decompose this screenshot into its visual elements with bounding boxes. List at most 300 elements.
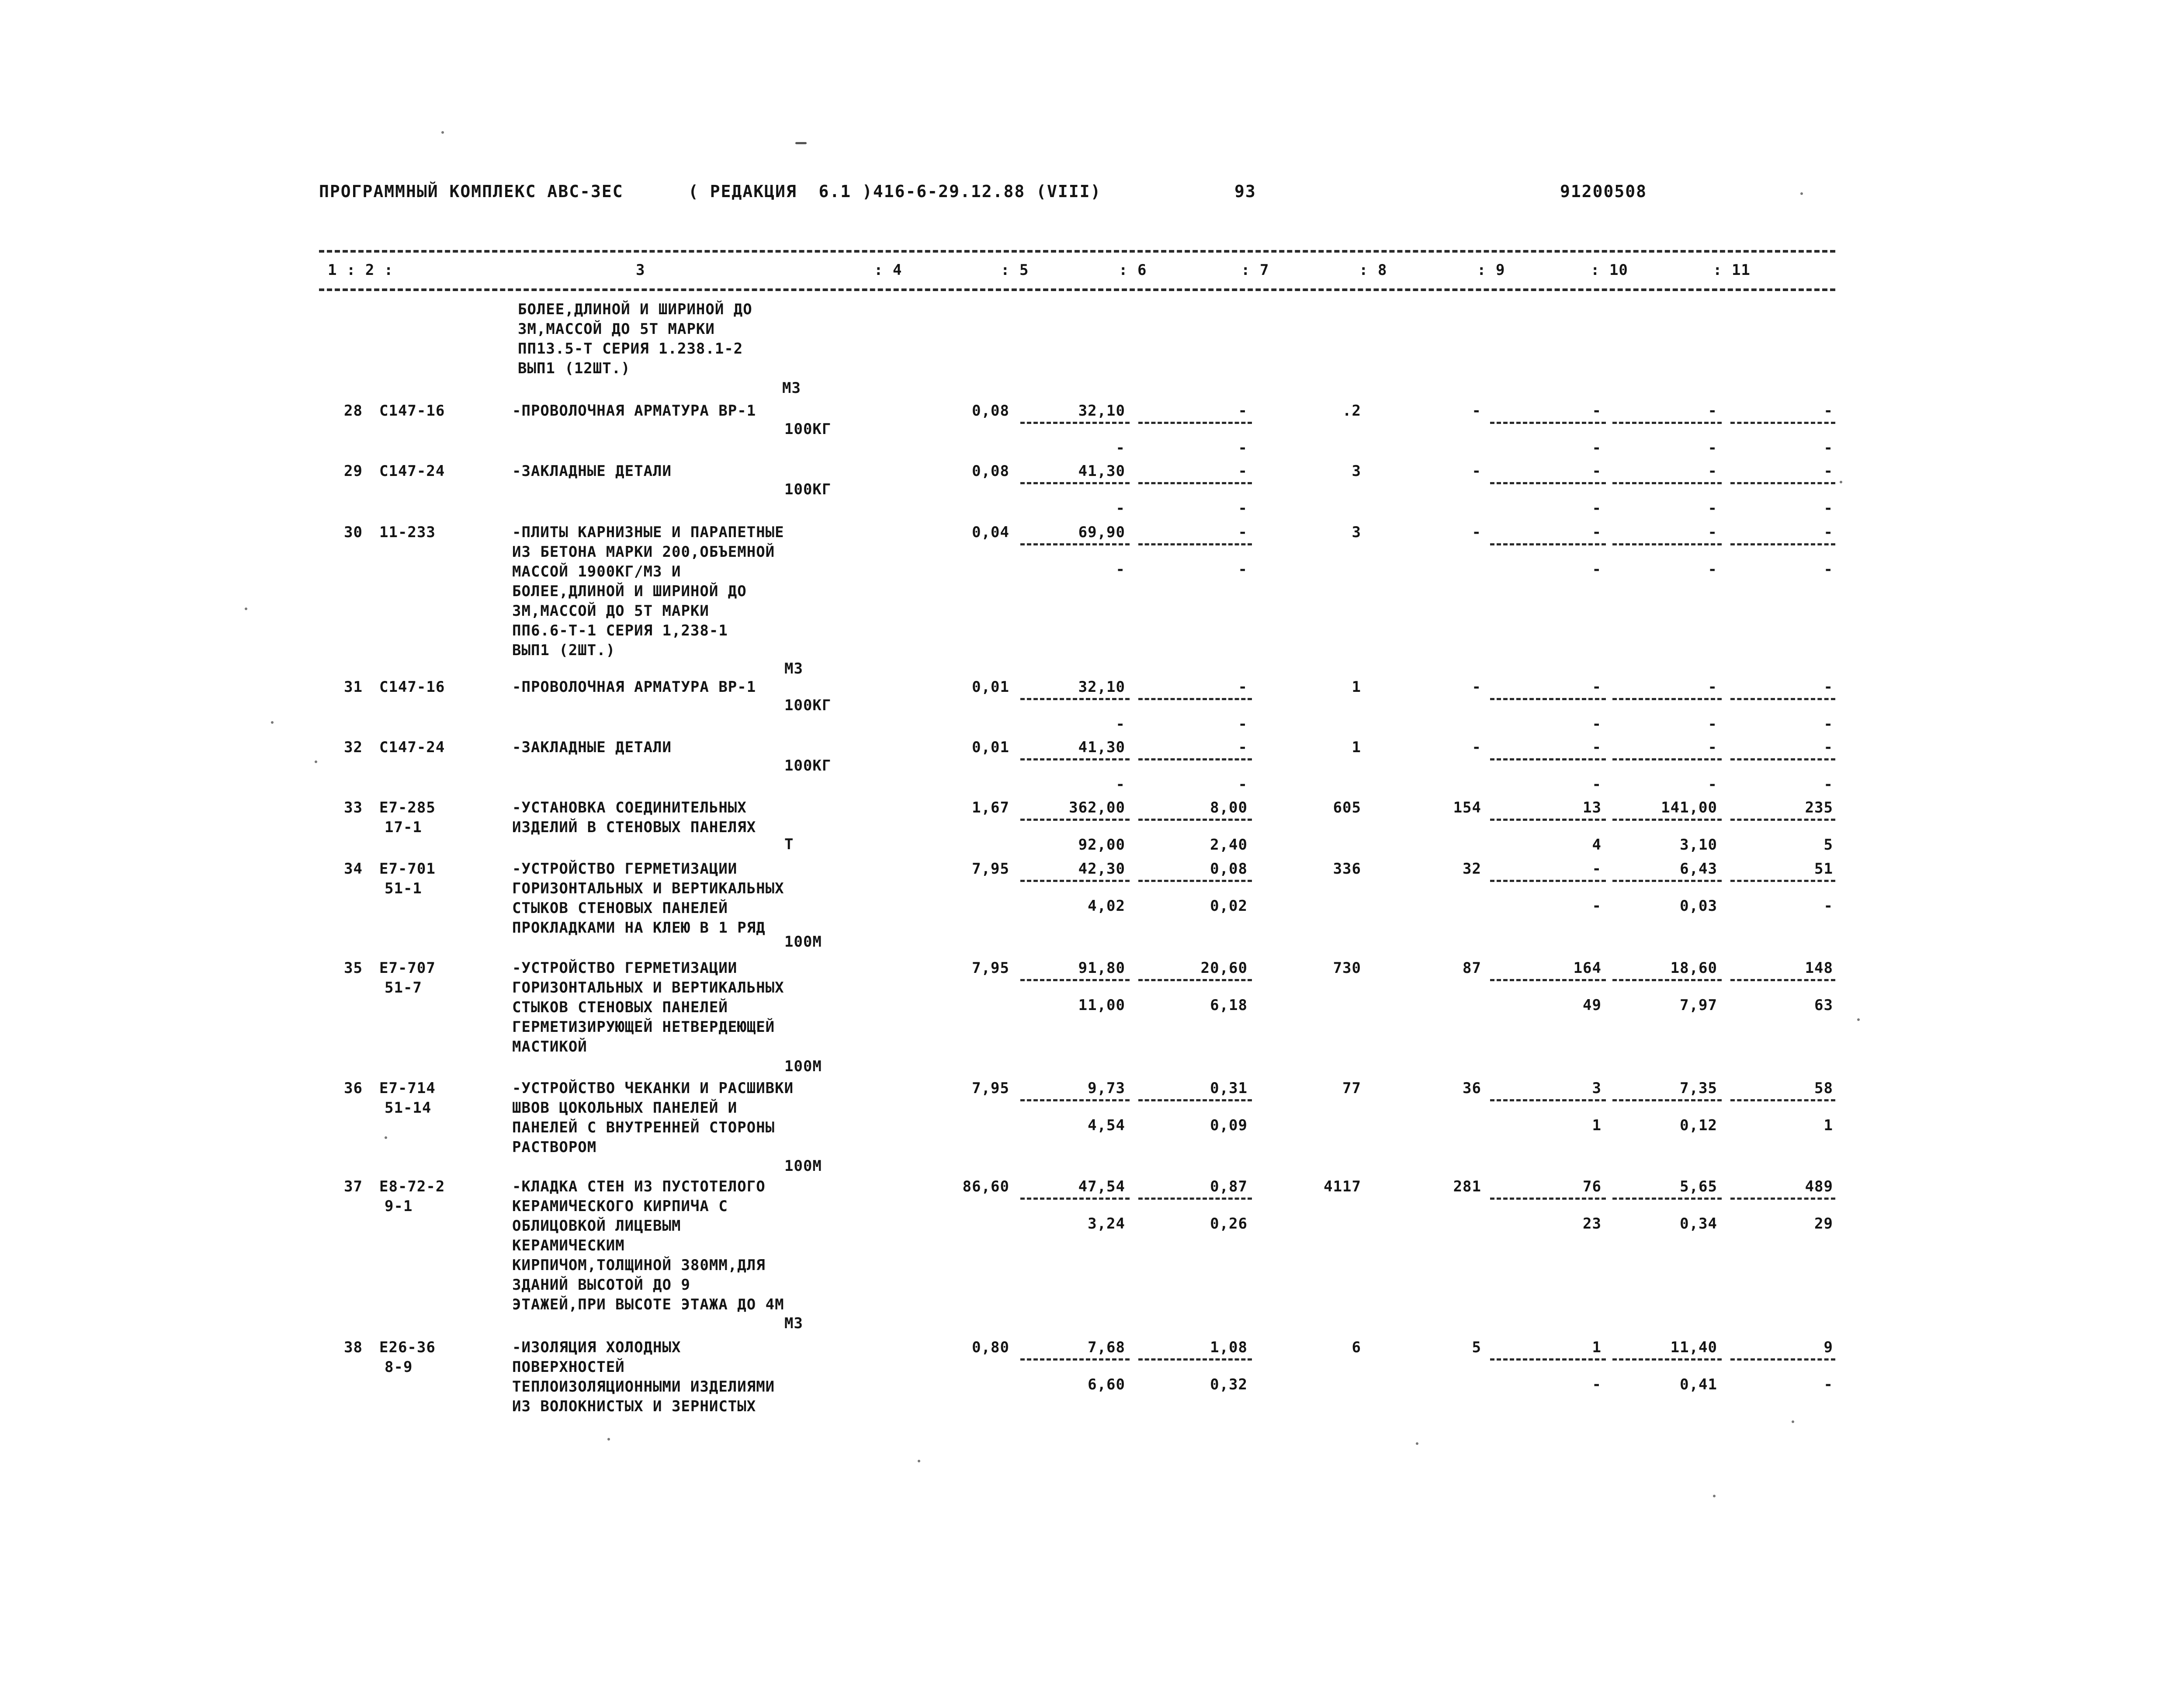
cell-col-5: 69,90 [1078, 524, 1125, 541]
cell-col-5: 41,30 [1078, 739, 1125, 756]
row-description-line: -ПЛИТЫ КАРНИЗНЫЕ И ПАРАПЕТНЫЕ [512, 524, 784, 541]
row-description-line: -УСТРОЙСТВО ГЕРМЕТИЗАЦИИ [512, 860, 738, 878]
scan-speck [1800, 192, 1803, 195]
cell-col-10-lower: - [1708, 500, 1717, 517]
cell-separator [1612, 979, 1722, 981]
cell-col-6: - [1238, 462, 1248, 480]
cell-separator [1020, 880, 1130, 882]
cell-separator [1138, 1198, 1252, 1200]
cell-col-7: 336 [1333, 860, 1361, 878]
cell-separator [1612, 1099, 1722, 1101]
cell-col-4: 7,95 [972, 959, 1009, 977]
row-unit: 100М [784, 1157, 822, 1175]
cell-separator [1020, 1198, 1130, 1200]
row-code: Е7-707 [379, 959, 436, 977]
row-description-line: -КЛАДКА СТЕН ИЗ ПУСТОТЕЛОГО [512, 1178, 766, 1195]
row-unit: 100М [784, 1058, 822, 1075]
cell-col-8: - [1472, 678, 1481, 696]
cell-separator [1020, 543, 1130, 545]
cell-col-6-lower: 0,02 [1210, 897, 1248, 915]
cell-col-9-lower: - [1592, 561, 1602, 578]
table-header-rule [319, 288, 1835, 291]
scan-speck [1857, 1018, 1860, 1021]
cell-col-9-lower: - [1592, 897, 1602, 915]
cell-separator [1138, 758, 1252, 760]
row-code: Е26-36 [379, 1339, 436, 1356]
row-code: С147-16 [379, 402, 445, 420]
cell-col-5: 41,30 [1078, 462, 1125, 480]
cell-separator [1730, 1198, 1835, 1200]
row-description-line: ВЫП1 (2ШТ.) [512, 642, 616, 659]
col-header-4: : 4 [874, 261, 902, 279]
scan-speck [315, 760, 317, 763]
cell-col-10-lower: 7,97 [1680, 996, 1717, 1014]
row-description-line: ОБЛИЦОВКОЙ ЛИЦЕВЫМ [512, 1217, 681, 1235]
cell-separator [1612, 482, 1722, 484]
cell-col-6: 20,60 [1200, 959, 1248, 977]
cell-separator [1490, 1358, 1606, 1361]
cell-col-8: 281 [1453, 1178, 1481, 1195]
row-description-line: МАСТИКОЙ [512, 1038, 587, 1055]
cell-col-7: 1 [1352, 739, 1361, 756]
scan-speck [607, 1438, 610, 1441]
row-description-line: ИЗДЕЛИЙ В СТЕНОВЫХ ПАНЕЛЯХ [512, 819, 756, 836]
cell-col-6-lower: 0,32 [1210, 1376, 1248, 1393]
cell-col-10: 6,43 [1680, 860, 1717, 878]
cell-col-10: - [1708, 402, 1717, 420]
cell-col-6-lower: 0,09 [1210, 1117, 1248, 1134]
cell-col-10-lower: - [1708, 715, 1717, 733]
row-description-line: ЭТАЖЕЙ,ПРИ ВЫСОТЕ ЭТАЖА ДО 4М [512, 1296, 784, 1313]
cell-col-9: 3 [1592, 1080, 1602, 1097]
row-description-line: КЕРАМИЧЕСКОГО КИРПИЧА С [512, 1198, 728, 1215]
col-header-9: : 9 [1477, 261, 1505, 279]
cell-col-5-lower: 6,60 [1088, 1376, 1125, 1393]
cell-col-5: 91,80 [1078, 959, 1125, 977]
row-description-line: БОЛЕЕ,ДЛИНОЙ И ШИРИНОЙ ДО [512, 583, 747, 600]
row-code: 11-233 [379, 524, 436, 541]
cell-col-9-lower: 4 [1592, 836, 1602, 854]
row-code: С147-24 [379, 739, 445, 756]
cell-col-5: 9,73 [1088, 1080, 1125, 1097]
row-number: 37 [344, 1178, 363, 1195]
cell-col-5-lower: - [1116, 776, 1125, 793]
cell-col-9: 76 [1583, 1178, 1602, 1195]
scan-speck [1713, 1495, 1716, 1497]
cell-col-5-lower: 11,00 [1078, 996, 1125, 1014]
cell-col-6: - [1238, 524, 1248, 541]
cell-col-8: - [1472, 524, 1481, 541]
document-code: 91200508 [1560, 182, 1647, 201]
cell-col-5: 47,54 [1078, 1178, 1125, 1195]
row-unit: 100КГ [784, 697, 832, 714]
col-header-5: : 5 [1001, 261, 1029, 279]
cell-col-7: 77 [1342, 1080, 1361, 1097]
row-description-line: ИЗ ВОЛОКНИСТЫХ И ЗЕРНИСТЫХ [512, 1398, 756, 1415]
cell-col-5-lower: 92,00 [1078, 836, 1125, 854]
scan-speck [918, 1460, 920, 1462]
col-header-11: : 11 [1713, 261, 1751, 279]
cell-col-11-lower: - [1823, 561, 1833, 578]
row-unit: М3 [784, 1315, 803, 1332]
row-description-line: ТЕПЛОИЗОЛЯЦИОННЫМИ ИЗДЕЛИЯМИ [512, 1378, 775, 1396]
cell-separator [1612, 1358, 1722, 1361]
cell-col-5-lower: - [1116, 561, 1125, 578]
cell-col-11: 235 [1805, 799, 1833, 816]
row-description-line: ГЕРМЕТИЗИРУЮЩЕЙ НЕТВЕРДЕЮЩЕЙ [512, 1018, 775, 1036]
row-code: Е8-72-2 [379, 1178, 445, 1195]
cell-separator [1612, 543, 1722, 545]
cell-col-6: 0,08 [1210, 860, 1248, 878]
scan-speck [271, 721, 274, 724]
row-description-line: -ПРОВОЛОЧНАЯ АРМАТУРА ВР-1 [512, 402, 756, 420]
cell-col-8: 154 [1453, 799, 1481, 816]
cell-col-6-lower: 0,26 [1210, 1215, 1248, 1232]
cell-col-8: - [1472, 402, 1481, 420]
cell-col-7: 3 [1352, 462, 1361, 480]
cell-separator [1138, 543, 1252, 545]
cell-col-7: 4117 [1324, 1178, 1361, 1195]
cell-col-6: 1,08 [1210, 1339, 1248, 1356]
cell-separator [1490, 1198, 1606, 1200]
row-description-line: -ПРОВОЛОЧНАЯ АРМАТУРА ВР-1 [512, 678, 756, 696]
row-code: С147-16 [379, 678, 445, 696]
cell-col-8: 32 [1463, 860, 1481, 878]
cell-separator [1612, 758, 1722, 760]
cell-separator [1138, 1099, 1252, 1101]
row-number: 35 [344, 959, 363, 977]
row-description-line: МАССОЙ 1900КГ/М3 И [512, 563, 681, 580]
cell-col-8: 87 [1463, 959, 1481, 977]
cell-separator [1138, 422, 1252, 424]
cell-col-9-lower: 1 [1592, 1117, 1602, 1134]
cell-separator [1730, 1358, 1835, 1361]
cell-col-5-lower: - [1116, 439, 1125, 457]
cell-col-8: - [1472, 739, 1481, 756]
cell-col-6: - [1238, 678, 1248, 696]
row-code-secondary: 8-9 [385, 1358, 413, 1376]
cell-col-10-lower: - [1708, 776, 1717, 793]
cell-col-10: - [1708, 678, 1717, 696]
cell-separator [1020, 482, 1130, 484]
cell-col-10-lower: 0,34 [1680, 1215, 1717, 1232]
row-number: 36 [344, 1080, 363, 1097]
cell-col-11-lower: - [1823, 1376, 1833, 1393]
program-title: ПРОГРАММНЫЙ КОМПЛЕКС АВС-ЗЕС [319, 182, 624, 201]
cell-col-10-lower: 0,03 [1680, 897, 1717, 915]
cell-separator [1730, 543, 1835, 545]
cell-col-7: 730 [1333, 959, 1361, 977]
row-description-line: -УСТАНОВКА СОЕДИНИТЕЛЬНЫХ [512, 799, 747, 816]
cell-col-6-lower: 6,18 [1210, 996, 1248, 1014]
cell-separator [1020, 1358, 1130, 1361]
row-description-line: СТЫКОВ СТЕНОВЫХ ПАНЕЛЕЙ [512, 899, 728, 917]
cell-col-4: 0,80 [972, 1339, 1009, 1356]
cell-col-7: 605 [1333, 799, 1361, 816]
cell-separator [1730, 422, 1835, 424]
cell-col-4: 1,67 [972, 799, 1009, 816]
cell-col-4: 7,95 [972, 860, 1009, 878]
cell-col-4: 86,60 [962, 1178, 1009, 1195]
cell-col-11-lower: 63 [1814, 996, 1833, 1014]
cell-col-9: - [1592, 860, 1602, 878]
cell-separator [1730, 979, 1835, 981]
cell-col-9: 164 [1573, 959, 1602, 977]
cell-separator [1138, 698, 1252, 700]
cell-col-9: 1 [1592, 1339, 1602, 1356]
cell-col-11: 148 [1805, 959, 1833, 977]
cell-separator [1138, 1358, 1252, 1361]
cell-separator [1730, 1099, 1835, 1101]
cell-col-4: 0,04 [972, 524, 1009, 541]
row-code: С147-24 [379, 462, 445, 480]
cell-separator [1730, 819, 1835, 821]
cell-separator [1490, 543, 1606, 545]
scan-speck [385, 1136, 387, 1139]
cell-col-9: - [1592, 462, 1602, 480]
cell-col-11-lower: - [1823, 776, 1833, 793]
cell-separator [1612, 880, 1722, 882]
cell-col-11-lower: - [1823, 500, 1833, 517]
row-number: 33 [344, 799, 363, 816]
cell-col-11: - [1823, 402, 1833, 420]
cell-col-10: 7,35 [1680, 1080, 1717, 1097]
cell-col-10-lower: - [1708, 561, 1717, 578]
cell-col-4: 0,08 [972, 462, 1009, 480]
row-description-line: КЕРАМИЧЕСКИМ [512, 1237, 625, 1254]
cell-col-11-lower: 29 [1814, 1215, 1833, 1232]
row-code-secondary: 51-1 [385, 880, 422, 897]
cell-col-4: 7,95 [972, 1080, 1009, 1097]
cell-col-7: 1 [1352, 678, 1361, 696]
cell-col-5: 32,10 [1078, 402, 1125, 420]
row-description-line: ПОВЕРХНОСТЕЙ [512, 1358, 625, 1376]
row-number: 38 [344, 1339, 363, 1356]
cell-col-5: 7,68 [1088, 1339, 1125, 1356]
row-code-secondary: 9-1 [385, 1198, 413, 1215]
cell-separator [1020, 819, 1130, 821]
cell-col-6-lower: - [1238, 776, 1248, 793]
row-code: Е7-701 [379, 860, 436, 878]
row-number: 30 [344, 524, 363, 541]
cell-col-8: - [1472, 462, 1481, 480]
cell-col-11-lower: - [1823, 439, 1833, 457]
col-header-7: : 7 [1241, 261, 1269, 279]
continuation-line: ПП13.5-Т СЕРИЯ 1.238.1-2 [518, 340, 743, 358]
col-header-10: : 10 [1591, 261, 1628, 279]
cell-separator [1020, 979, 1130, 981]
cell-col-10-lower: 0,12 [1680, 1117, 1717, 1134]
row-description-line: -ЗАКЛАДНЫЕ ДЕТАЛИ [512, 462, 672, 480]
cell-col-11: - [1823, 678, 1833, 696]
cell-col-6-lower: - [1238, 439, 1248, 457]
row-description-line: -ИЗОЛЯЦИЯ ХОЛОДНЫХ [512, 1339, 681, 1356]
row-code: Е7-285 [379, 799, 436, 816]
cell-col-9-lower: - [1592, 715, 1602, 733]
cell-separator [1020, 1099, 1130, 1101]
cell-col-11-lower: - [1823, 715, 1833, 733]
continuation-unit: М3 [782, 379, 801, 397]
cell-col-10: 141,00 [1661, 799, 1717, 816]
cell-separator [1490, 758, 1606, 760]
scan-speck [245, 608, 247, 610]
col-header-1-2: 1 : 2 : [328, 261, 394, 279]
cell-col-6: 0,87 [1210, 1178, 1248, 1195]
cell-col-11: - [1823, 739, 1833, 756]
row-description-line: ПРОКЛАДКАМИ НА КЛЕЮ В 1 РЯД [512, 919, 766, 937]
cell-separator [1730, 880, 1835, 882]
cell-col-6-lower: - [1238, 500, 1248, 517]
cell-separator [1138, 482, 1252, 484]
cell-col-10: - [1708, 524, 1717, 541]
row-unit: Т [784, 836, 794, 853]
cell-col-8: 36 [1463, 1080, 1481, 1097]
cell-col-7: .2 [1342, 402, 1361, 420]
cell-col-4: 0,01 [972, 739, 1009, 756]
cell-col-9-lower: - [1592, 439, 1602, 457]
row-unit: 100М [784, 933, 822, 951]
row-description-line: ШВОВ ЦОКОЛЬНЫХ ПАНЕЛЕЙ И [512, 1099, 738, 1117]
continuation-line: ЗМ,МАССОЙ ДО 5Т МАРКИ [518, 320, 715, 338]
cell-col-11: 51 [1814, 860, 1833, 878]
row-number: 32 [344, 739, 363, 756]
cell-col-10: - [1708, 462, 1717, 480]
cell-col-11: 489 [1805, 1178, 1833, 1195]
cell-col-7: 6 [1352, 1339, 1361, 1356]
row-number: 28 [344, 402, 363, 420]
row-code-secondary: 51-14 [385, 1099, 432, 1117]
page-number: 93 [1234, 182, 1256, 201]
cell-separator [1020, 758, 1130, 760]
cell-col-5: 32,10 [1078, 678, 1125, 696]
row-code-secondary: 51-7 [385, 979, 422, 996]
cell-col-6-lower: 2,40 [1210, 836, 1248, 854]
cell-separator [1490, 698, 1606, 700]
scan-speck [1792, 1420, 1794, 1423]
cell-separator [1730, 698, 1835, 700]
continuation-line: ВЫП1 (12ШТ.) [518, 360, 631, 377]
cell-col-5-lower: - [1116, 500, 1125, 517]
cell-col-6: - [1238, 739, 1248, 756]
cell-col-11: 9 [1823, 1339, 1833, 1356]
cell-col-11-lower: - [1823, 897, 1833, 915]
cell-col-4: 0,01 [972, 678, 1009, 696]
cell-col-10-lower: - [1708, 439, 1717, 457]
cell-col-4: 0,08 [972, 402, 1009, 420]
cell-col-5-lower: 3,24 [1088, 1215, 1125, 1232]
row-description-line: ГОРИЗОНТАЛЬНЫХ И ВЕРТИКАЛЬНЫХ [512, 880, 784, 897]
cell-separator [1490, 1099, 1606, 1101]
scan-speck [1416, 1442, 1418, 1445]
cell-separator [1138, 880, 1252, 882]
row-description-line: ЗДАНИЙ ВЫСОТОЙ ДО 9 [512, 1276, 690, 1294]
cell-separator [1020, 698, 1130, 700]
scan-speck [1840, 481, 1842, 483]
cell-col-9: - [1592, 739, 1602, 756]
cell-col-6: 8,00 [1210, 799, 1248, 816]
cell-separator [1730, 758, 1835, 760]
row-code: Е7-714 [379, 1080, 436, 1097]
edition-info: ( РЕДАКЦИЯ 6.1 )416-6-29.12.88 (VIII) [688, 182, 1102, 201]
cell-separator [1490, 880, 1606, 882]
row-description-line: СТЫКОВ СТЕНОВЫХ ПАНЕЛЕЙ [512, 999, 728, 1016]
cell-separator [1138, 979, 1252, 981]
cell-separator [1490, 979, 1606, 981]
row-description-line: КИРПИЧОМ,ТОЛЩИНОЙ 380ММ,ДЛЯ [512, 1257, 766, 1274]
cell-col-6-lower: - [1238, 561, 1248, 578]
row-description-line: РАСТВОРОМ [512, 1139, 597, 1156]
cell-col-8: 5 [1472, 1339, 1481, 1356]
cell-col-11-lower: 1 [1823, 1117, 1833, 1134]
table-top-rule [319, 250, 1835, 253]
row-description-line: ИЗ БЕТОНА МАРКИ 200,ОБЪЕМНОЙ [512, 543, 775, 561]
cell-col-6: 0,31 [1210, 1080, 1248, 1097]
cell-col-9-lower: 23 [1583, 1215, 1602, 1232]
scan-speck [795, 142, 807, 144]
cell-col-11: - [1823, 462, 1833, 480]
row-description-line: ПП6.6-Т-1 СЕРИЯ 1,238-1 [512, 622, 728, 639]
cell-separator [1612, 422, 1722, 424]
cell-col-10: 18,60 [1670, 959, 1717, 977]
cell-separator [1490, 422, 1606, 424]
row-number: 31 [344, 678, 363, 696]
cell-col-10: 5,65 [1680, 1178, 1717, 1195]
cell-col-9: 13 [1583, 799, 1602, 816]
cell-col-9: - [1592, 678, 1602, 696]
row-description-line: -УСТРОЙСТВО ГЕРМЕТИЗАЦИИ [512, 959, 738, 977]
row-unit: 100КГ [784, 481, 832, 498]
cell-separator [1730, 482, 1835, 484]
row-description-line: ПАНЕЛЕЙ С ВНУТРЕННЕЙ СТОРОНЫ [512, 1119, 775, 1136]
cell-col-9-lower: - [1592, 1376, 1602, 1393]
cell-col-11: 58 [1814, 1080, 1833, 1097]
cell-col-9-lower: - [1592, 500, 1602, 517]
cell-col-5: 42,30 [1078, 860, 1125, 878]
col-header-3: 3 [636, 261, 645, 279]
row-unit: 100КГ [784, 420, 832, 438]
cell-col-10: 11,40 [1670, 1339, 1717, 1356]
continuation-line: БОЛЕЕ,ДЛИНОЙ И ШИРИНОЙ ДО [518, 301, 752, 318]
cell-separator [1612, 819, 1722, 821]
cell-col-5: 362,00 [1069, 799, 1125, 816]
scan-speck [441, 131, 444, 134]
row-unit: М3 [784, 660, 803, 677]
cell-col-10-lower: 3,10 [1680, 836, 1717, 854]
cell-col-5-lower: - [1116, 715, 1125, 733]
cell-col-7: 3 [1352, 524, 1361, 541]
cell-col-9: - [1592, 402, 1602, 420]
cell-col-9-lower: 49 [1583, 996, 1602, 1014]
cell-col-9: - [1592, 524, 1602, 541]
cell-col-10: - [1708, 739, 1717, 756]
col-header-8: : 8 [1359, 261, 1387, 279]
cell-col-11: - [1823, 524, 1833, 541]
cell-col-11-lower: 5 [1823, 836, 1833, 854]
cell-separator [1612, 1198, 1722, 1200]
row-number: 34 [344, 860, 363, 878]
row-description-line: -ЗАКЛАДНЫЕ ДЕТАЛИ [512, 739, 672, 756]
row-description-line: -УСТРОЙСТВО ЧЕКАНКИ И РАСШИВКИ [512, 1080, 794, 1097]
cell-col-5-lower: 4,54 [1088, 1117, 1125, 1134]
row-unit: 100КГ [784, 757, 832, 774]
cell-separator [1490, 482, 1606, 484]
cell-col-10-lower: 0,41 [1680, 1376, 1717, 1393]
row-code-secondary: 17-1 [385, 819, 422, 836]
cell-col-9-lower: - [1592, 776, 1602, 793]
col-header-6: : 6 [1119, 261, 1147, 279]
cell-separator [1138, 819, 1252, 821]
row-description-line: ГОРИЗОНТАЛЬНЫХ И ВЕРТИКАЛЬНЫХ [512, 979, 784, 996]
